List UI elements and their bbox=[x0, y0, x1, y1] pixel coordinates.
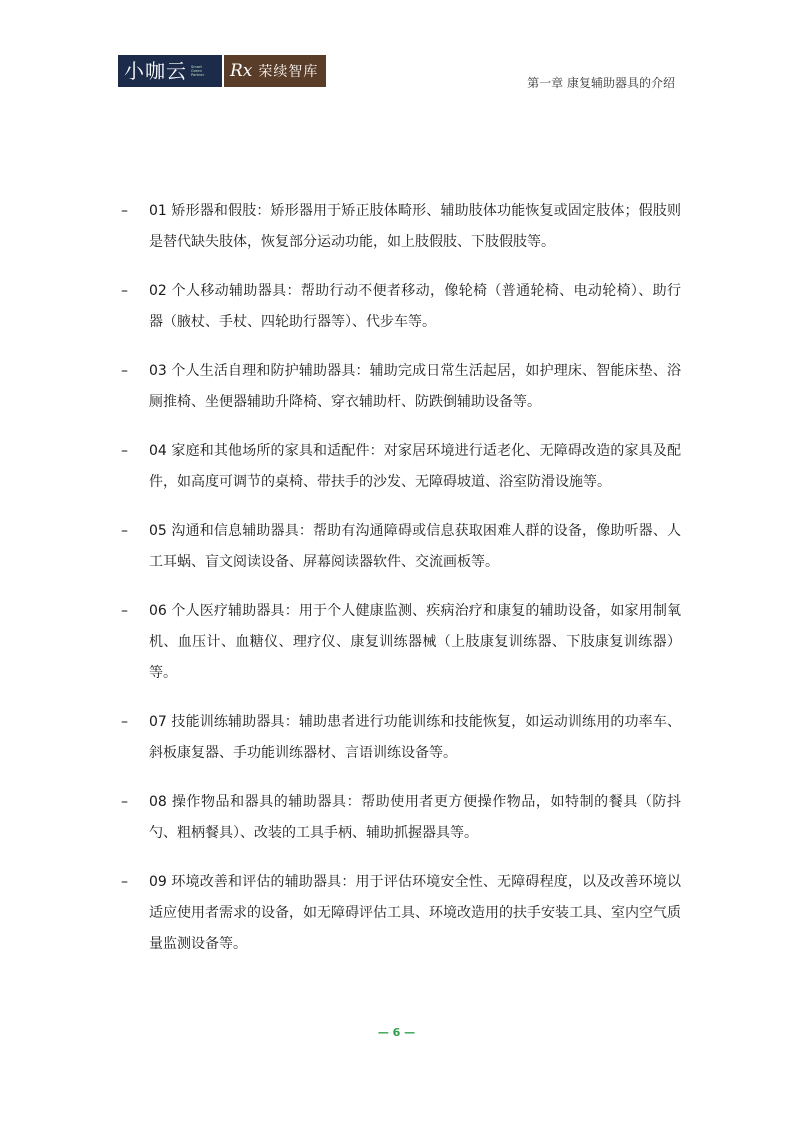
logo1-small-text bbox=[191, 65, 204, 78]
list-item-text: 03 个人生活自理和防护辅助器具：辅助完成日常生活起居，如护理床、智能床垫、浴厕推椅、坐便器辅助升降椅、穿衣辅助杆、防跌倒辅助设备等。 bbox=[149, 363, 681, 410]
list-item bbox=[121, 596, 681, 689]
rx-mark: Rx bbox=[230, 61, 253, 81]
bullet-dash: – bbox=[121, 363, 128, 379]
logo1-small-line: Green bbox=[191, 68, 202, 73]
list-item-text: 05 沟通和信息辅助器具：帮助有沟通障碍或信息获取困难人群的设备，像助听器、人工耳蜗、盲文阅读设备、屏幕阅读器软件、交流画板等。 bbox=[149, 523, 681, 570]
page-number: — 6 — bbox=[377, 1026, 416, 1039]
bullet-dash: – bbox=[121, 443, 128, 459]
list-item-text: 07 技能训练辅助器具：辅助患者进行功能训练和技能恢复，如运动训练用的功率车、斜板康复器、手功能训练器材、言语训练设备等。 bbox=[149, 714, 681, 761]
logo1-small-line: Smart bbox=[191, 64, 202, 69]
bullet-dash: – bbox=[121, 603, 128, 619]
bullet-dash: – bbox=[121, 523, 128, 539]
bullet-dash: – bbox=[121, 283, 128, 299]
list-item bbox=[121, 276, 681, 338]
list-item-text: 06 个人医疗辅助器具：用于个人健康监测、疾病治疗和康复的辅助设备，如家用制氧机、血压计、血糖仪、理疗仪、康复训练器械（上肢康复训练器、下肢康复训练器）等。 bbox=[149, 603, 681, 681]
list-item bbox=[121, 867, 681, 960]
list-item bbox=[121, 516, 681, 578]
list-item-text: 01 矫形器和假肢：矫形器用于矫正肢体畸形、辅助肢体功能恢复或固定肢体；假肢则是替代缺失肢体，恢复部分运动功能，如上肢假肢、下肢假肢等。 bbox=[149, 203, 681, 250]
list-item bbox=[121, 787, 681, 849]
bullet-dash: – bbox=[121, 714, 128, 730]
item-list bbox=[121, 196, 681, 978]
bullet-dash: – bbox=[121, 794, 128, 810]
logo2-text: 荣续智库 bbox=[258, 64, 319, 80]
list-item bbox=[121, 196, 681, 258]
chapter-title: 第一章 康复辅助器具的介绍 bbox=[527, 76, 675, 90]
list-item-text: 09 环境改善和评估的辅助器具：用于评估环境安全性、无障碍程度，以及改善环境以适应使用者需求的设备，如无障碍评估工具、环境改造用的扶手安装工具、室内空气质量监测设备等。 bbox=[149, 874, 681, 952]
list-item bbox=[121, 436, 681, 498]
page-header bbox=[0, 0, 793, 100]
bullet-dash: – bbox=[121, 203, 128, 219]
list-item-text: 04 家庭和其他场所的家具和适配件：对家居环境进行适老化、无障碍改造的家具及配件，如高度可调节的桌椅、带扶手的沙发、无障碍坡道、浴室防滑设施等。 bbox=[149, 443, 681, 490]
rongxu-logo bbox=[224, 55, 326, 87]
xiaokayun-logo bbox=[118, 55, 222, 87]
list-item-text: 08 操作物品和器具的辅助器具：帮助使用者更方便操作物品，如特制的餐具（防抖勺、粗柄餐具）、改装的工具手柄、辅助抓握器具等。 bbox=[149, 794, 681, 841]
logo1-small-line: Partner bbox=[191, 73, 205, 78]
bullet-dash: – bbox=[121, 874, 128, 890]
logo1-text: 小咖云 bbox=[124, 59, 187, 83]
list-item bbox=[121, 356, 681, 418]
list-item bbox=[121, 707, 681, 769]
list-item-text: 02 个人移动辅助器具：帮助行动不便者移动，像轮椅（普通轮椅、电动轮椅）、助行器（腋杖、手杖、四轮助行器等）、代步车等。 bbox=[149, 283, 681, 330]
